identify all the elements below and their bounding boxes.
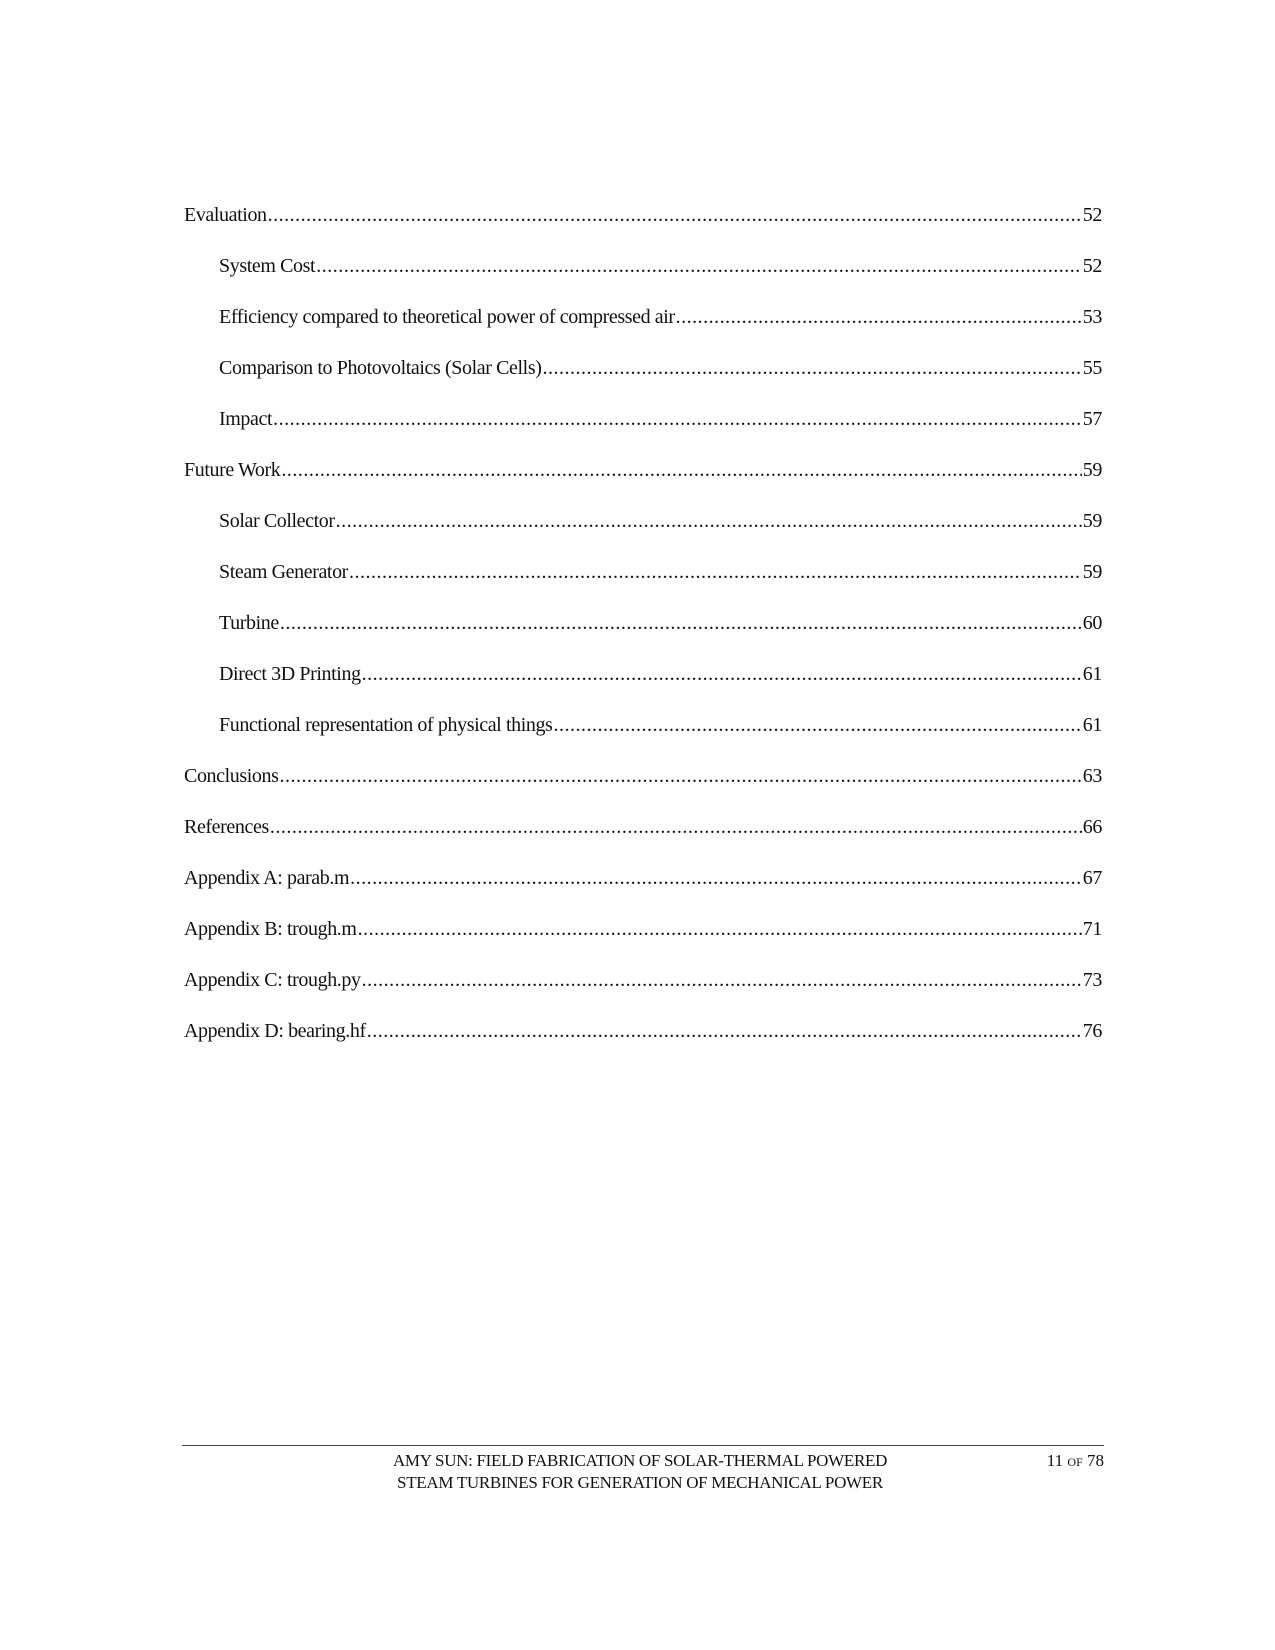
toc-dot-leader (350, 867, 1082, 890)
toc-entry-page: 55 (1082, 357, 1102, 379)
toc-entry[interactable] (184, 459, 1102, 510)
toc-entry-page: 63 (1082, 765, 1102, 787)
toc-dot-leader (676, 306, 1082, 329)
toc-entry-title: Turbine (219, 612, 279, 634)
toc-entry-title: Impact (219, 408, 273, 430)
toc-entry[interactable] (184, 561, 1102, 612)
toc-dot-leader (280, 765, 1082, 788)
toc-entry-title: Direct 3D Printing (219, 663, 361, 685)
toc-entry[interactable] (184, 204, 1102, 255)
toc-entry-page: 73 (1082, 969, 1102, 991)
toc-entry-page: 76 (1082, 1020, 1102, 1042)
toc-dot-leader (367, 1020, 1082, 1043)
toc-dot-leader (358, 918, 1082, 941)
toc-entry[interactable] (184, 663, 1102, 714)
toc-entry[interactable] (184, 714, 1102, 765)
toc-entry-title: Appendix D: bearing.hf (184, 1020, 366, 1042)
toc-entry-page: 66 (1082, 816, 1102, 838)
toc-entry[interactable] (184, 969, 1102, 1020)
footer-divider (182, 1445, 1104, 1446)
toc-entry[interactable] (184, 306, 1102, 357)
toc-entry-title: Appendix B: trough.m (184, 918, 357, 940)
toc-entry-title: System Cost (219, 255, 316, 277)
toc-dot-leader (336, 510, 1082, 533)
toc-dot-leader (281, 459, 1081, 482)
toc-entry-page: 61 (1082, 663, 1102, 685)
toc-entry-title: Evaluation (184, 204, 267, 226)
toc-entry[interactable] (184, 357, 1102, 408)
toc-entry-page: 59 (1082, 459, 1102, 481)
toc-entry-title: Appendix A: parab.m (184, 867, 350, 889)
page-number-total: 78 (1087, 1451, 1104, 1470)
footer-title-line: AMY SUN: FIELD FABRICATION OF SOLAR-THERMAL POWERED (392, 1451, 888, 1470)
toc-entry-title: Steam Generator (219, 561, 348, 583)
toc-entry-title: Comparison to Photovoltaics (Solar Cells) (219, 357, 542, 379)
toc-entry[interactable] (184, 612, 1102, 663)
toc-dot-leader (542, 357, 1081, 380)
toc-entry-page: 71 (1082, 918, 1102, 940)
page-number-current: 11 (1046, 1451, 1064, 1470)
toc-dot-leader (270, 816, 1082, 839)
toc-entry-title: Appendix C: trough.py (184, 969, 361, 991)
toc-entry-title: Future Work (184, 459, 281, 481)
page-number-of: OF (1067, 1455, 1083, 1469)
toc-entry-title: References (184, 816, 269, 838)
toc-entry-page: 59 (1082, 561, 1102, 583)
toc-entry-page: 53 (1082, 306, 1102, 328)
toc-entry-page: 60 (1082, 612, 1102, 634)
toc-dot-leader (349, 561, 1082, 584)
toc-dot-leader (362, 663, 1082, 686)
running-footer-title (330, 1450, 950, 1494)
toc-entry-page: 52 (1082, 255, 1102, 277)
footer-title-line: STEAM TURBINES FOR GENERATION OF MECHANICAL POWER (397, 1473, 883, 1492)
toc-entry-page: 67 (1082, 867, 1102, 889)
toc-dot-leader (553, 714, 1081, 737)
toc-entry-page: 59 (1082, 510, 1102, 532)
toc-entry-page: 57 (1082, 408, 1102, 430)
toc-entry[interactable] (184, 918, 1102, 969)
toc-entry[interactable] (184, 765, 1102, 816)
toc-entry-page: 52 (1082, 204, 1102, 226)
toc-entry-title: Conclusions (184, 765, 279, 787)
toc-entry-title: Efficiency compared to theoretical power of compressed air (219, 306, 675, 328)
toc-entry[interactable] (184, 408, 1102, 459)
toc-dot-leader (268, 204, 1082, 227)
toc-entry[interactable] (184, 816, 1102, 867)
toc-entry[interactable] (184, 1020, 1102, 1071)
toc-dot-leader (316, 255, 1082, 278)
table-of-contents (184, 204, 1102, 1071)
toc-dot-leader (362, 969, 1082, 992)
toc-entry-page: 61 (1082, 714, 1102, 736)
toc-entry[interactable] (184, 255, 1102, 306)
toc-dot-leader (280, 612, 1082, 635)
page-number (1020, 1450, 1104, 1473)
toc-entry-title: Solar Collector (219, 510, 335, 532)
toc-entry[interactable] (184, 510, 1102, 561)
toc-dot-leader (273, 408, 1082, 431)
toc-entry-title: Functional representation of physical things (219, 714, 553, 736)
toc-entry[interactable] (184, 867, 1102, 918)
